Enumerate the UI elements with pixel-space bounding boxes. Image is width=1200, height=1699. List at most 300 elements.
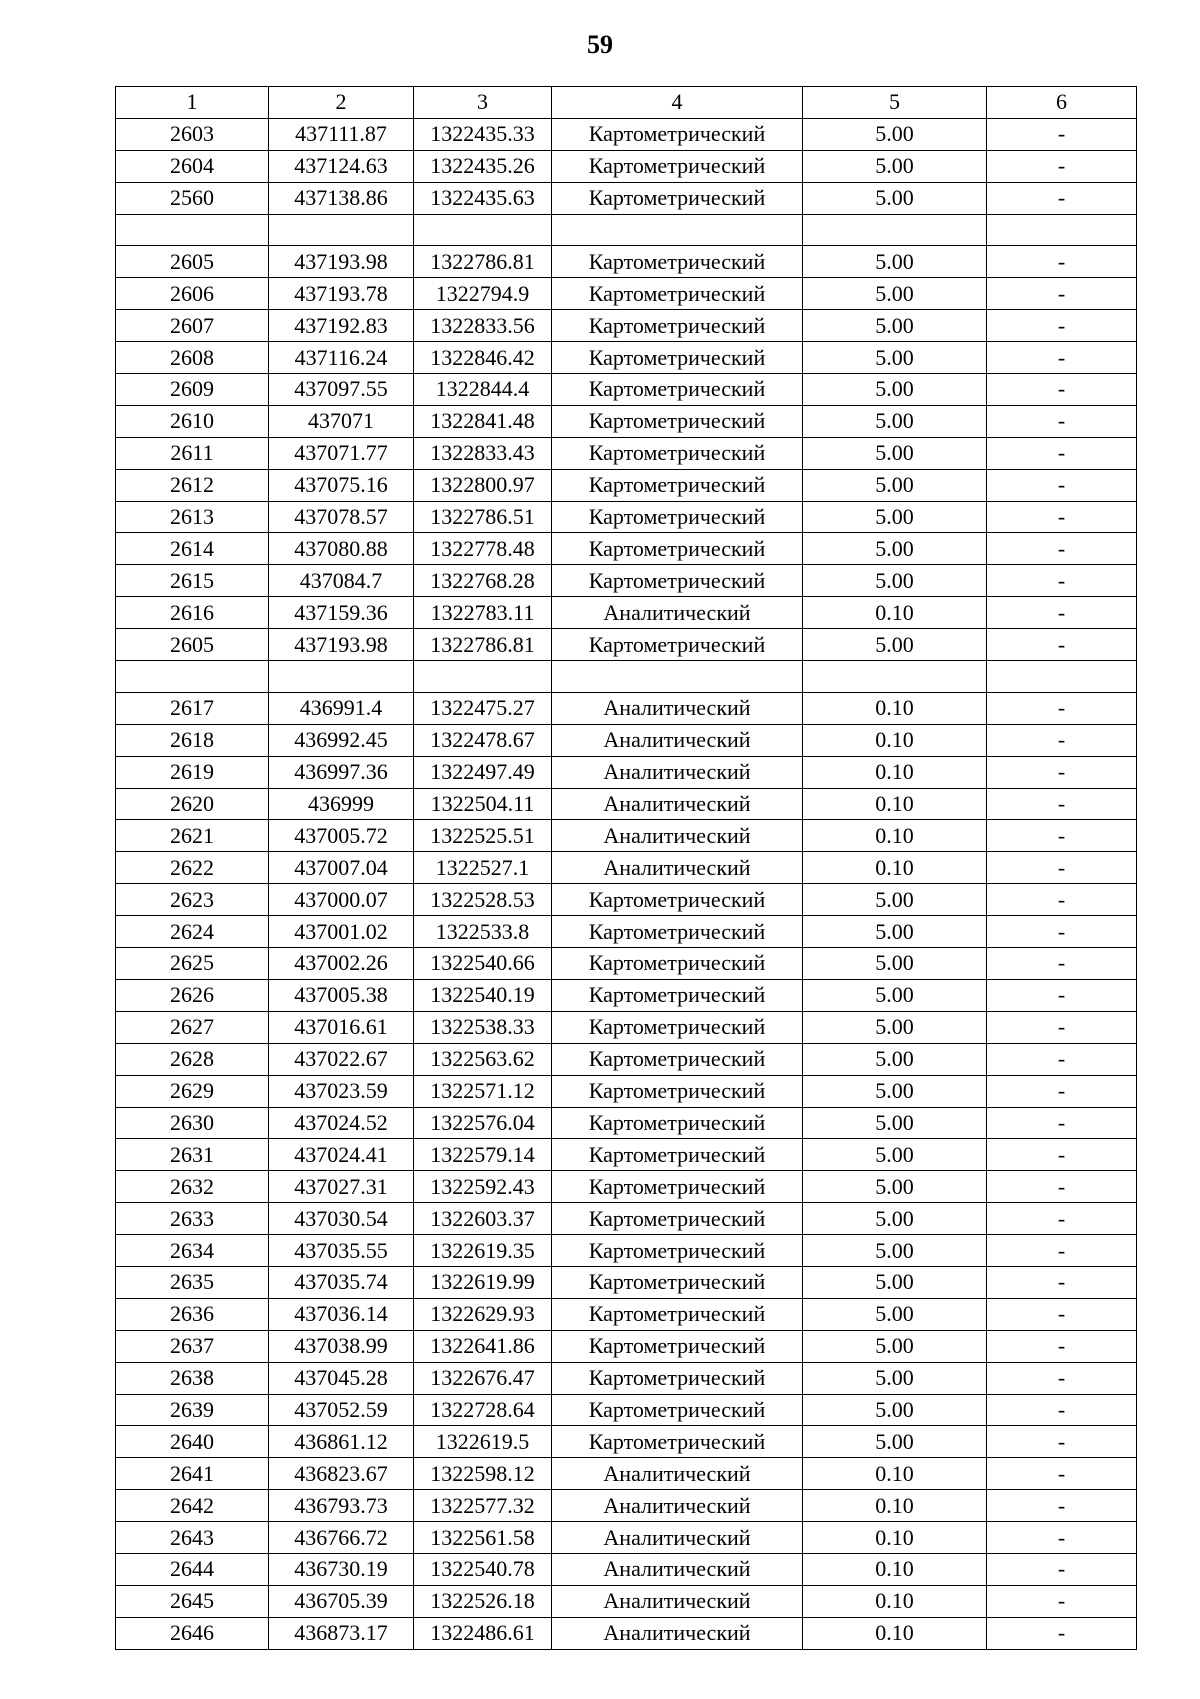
- cell-x-coordinate: 437080.88: [269, 533, 414, 565]
- cell-note: -: [987, 1011, 1137, 1043]
- cell-x-coordinate: 437111.87: [269, 118, 414, 150]
- table-row: [116, 1043, 1137, 1075]
- table-row: [116, 820, 1137, 852]
- cell-accuracy: 5.00: [803, 469, 987, 501]
- cell-point-number: 2611: [116, 437, 269, 469]
- cell-x-coordinate: 437027.31: [269, 1171, 414, 1203]
- cell-note: -: [987, 1139, 1137, 1171]
- cell-method: Аналитический: [552, 1522, 803, 1554]
- cell-note: -: [987, 405, 1137, 437]
- cell-accuracy: 0.10: [803, 1585, 987, 1617]
- cell-y-coordinate: 1322533.8: [414, 916, 552, 948]
- cell-accuracy: 0.10: [803, 852, 987, 884]
- cell-note: -: [987, 820, 1137, 852]
- cell-accuracy: 0.10: [803, 692, 987, 724]
- header-cell-5: 5: [803, 87, 987, 119]
- cell-method: Картометрический: [552, 246, 803, 278]
- cell-method: Картометрический: [552, 1235, 803, 1267]
- table-row: [116, 1266, 1137, 1298]
- cell-accuracy: 0.10: [803, 724, 987, 756]
- cell-point-number: 2625: [116, 948, 269, 980]
- cell-point-number: 2633: [116, 1203, 269, 1235]
- cell-accuracy: 5.00: [803, 1043, 987, 1075]
- table-row: [116, 1203, 1137, 1235]
- cell-method: Аналитический: [552, 1585, 803, 1617]
- cell-method: Картометрический: [552, 405, 803, 437]
- cell-y-coordinate: 1322475.27: [414, 692, 552, 724]
- cell-x-coordinate: 437023.59: [269, 1075, 414, 1107]
- cell-method: Аналитический: [552, 756, 803, 788]
- cell-method: Картометрический: [552, 1011, 803, 1043]
- cell-accuracy: 5.00: [803, 374, 987, 406]
- cell-y-coordinate: 1322579.14: [414, 1139, 552, 1171]
- cell-y-coordinate: [414, 661, 552, 693]
- cell-y-coordinate: 1322619.5: [414, 1426, 552, 1458]
- cell-accuracy: 0.10: [803, 1522, 987, 1554]
- cell-point-number: 2634: [116, 1235, 269, 1267]
- cell-point-number: 2624: [116, 916, 269, 948]
- table-row: [116, 1617, 1137, 1649]
- cell-note: -: [987, 501, 1137, 533]
- cell-accuracy: [803, 661, 987, 693]
- cell-point-number: 2616: [116, 597, 269, 629]
- cell-y-coordinate: 1322641.86: [414, 1330, 552, 1362]
- table-row: [116, 150, 1137, 182]
- cell-note: -: [987, 1585, 1137, 1617]
- cell-accuracy: 5.00: [803, 150, 987, 182]
- table-row: [116, 597, 1137, 629]
- cell-point-number: 2619: [116, 756, 269, 788]
- cell-method: Картометрический: [552, 374, 803, 406]
- cell-x-coordinate: 437002.26: [269, 948, 414, 980]
- cell-x-coordinate: 436861.12: [269, 1426, 414, 1458]
- cell-accuracy: 5.00: [803, 182, 987, 214]
- cell-note: -: [987, 852, 1137, 884]
- cell-note: -: [987, 629, 1137, 661]
- cell-y-coordinate: 1322538.33: [414, 1011, 552, 1043]
- cell-point-number: 2614: [116, 533, 269, 565]
- cell-point-number: 2617: [116, 692, 269, 724]
- cell-y-coordinate: 1322561.58: [414, 1522, 552, 1554]
- cell-point-number: 2629: [116, 1075, 269, 1107]
- cell-method: Аналитический: [552, 1617, 803, 1649]
- cell-method: Аналитический: [552, 820, 803, 852]
- cell-accuracy: 5.00: [803, 565, 987, 597]
- cell-accuracy: 0.10: [803, 1490, 987, 1522]
- cell-note: -: [987, 565, 1137, 597]
- header-cell-6: 6: [987, 87, 1137, 119]
- cell-x-coordinate: 437159.36: [269, 597, 414, 629]
- cell-y-coordinate: 1322478.67: [414, 724, 552, 756]
- cell-note: -: [987, 182, 1137, 214]
- cell-accuracy: 0.10: [803, 788, 987, 820]
- cell-x-coordinate: 437052.59: [269, 1394, 414, 1426]
- table-row: [116, 1585, 1137, 1617]
- cell-x-coordinate: 436766.72: [269, 1522, 414, 1554]
- cell-note: -: [987, 916, 1137, 948]
- cell-y-coordinate: 1322786.81: [414, 246, 552, 278]
- cell-note: -: [987, 1362, 1137, 1394]
- cell-method: Аналитический: [552, 724, 803, 756]
- cell-note: -: [987, 1043, 1137, 1075]
- cell-x-coordinate: 436991.4: [269, 692, 414, 724]
- cell-y-coordinate: 1322576.04: [414, 1107, 552, 1139]
- cell-note: -: [987, 597, 1137, 629]
- cell-y-coordinate: 1322844.4: [414, 374, 552, 406]
- header-row: [116, 87, 1137, 119]
- cell-method: Картометрический: [552, 916, 803, 948]
- table-row: [116, 437, 1137, 469]
- cell-x-coordinate: 437007.04: [269, 852, 414, 884]
- cell-accuracy: 5.00: [803, 1235, 987, 1267]
- cell-note: -: [987, 150, 1137, 182]
- table-row: [116, 1553, 1137, 1585]
- cell-method: Картометрический: [552, 565, 803, 597]
- cell-y-coordinate: 1322676.47: [414, 1362, 552, 1394]
- table-row: [116, 374, 1137, 406]
- cell-accuracy: 5.00: [803, 1394, 987, 1426]
- table-row: [116, 533, 1137, 565]
- cell-x-coordinate: 437036.14: [269, 1298, 414, 1330]
- cell-method: Картометрический: [552, 1139, 803, 1171]
- cell-method: Картометрический: [552, 1075, 803, 1107]
- table-row: [116, 692, 1137, 724]
- cell-point-number: 2642: [116, 1490, 269, 1522]
- cell-method: Картометрический: [552, 1043, 803, 1075]
- header-cell-4: 4: [552, 87, 803, 119]
- cell-point-number: 2644: [116, 1553, 269, 1585]
- cell-point-number: 2630: [116, 1107, 269, 1139]
- cell-method: Картометрический: [552, 884, 803, 916]
- cell-x-coordinate: 437192.83: [269, 310, 414, 342]
- cell-point-number: 2609: [116, 374, 269, 406]
- cell-y-coordinate: 1322728.64: [414, 1394, 552, 1426]
- cell-point-number: 2560: [116, 182, 269, 214]
- cell-y-coordinate: 1322619.99: [414, 1266, 552, 1298]
- cell-accuracy: 0.10: [803, 1458, 987, 1490]
- cell-x-coordinate: 437193.98: [269, 246, 414, 278]
- cell-point-number: 2626: [116, 979, 269, 1011]
- table-row: [116, 1171, 1137, 1203]
- cell-method: Картометрический: [552, 310, 803, 342]
- header-cell-1: 1: [116, 87, 269, 119]
- cell-method: Картометрический: [552, 948, 803, 980]
- table-row: [116, 342, 1137, 374]
- table-row: [116, 948, 1137, 980]
- cell-x-coordinate: 437035.55: [269, 1235, 414, 1267]
- cell-y-coordinate: 1322497.49: [414, 756, 552, 788]
- cell-x-coordinate: 437193.78: [269, 278, 414, 310]
- cell-note: -: [987, 1235, 1137, 1267]
- cell-method: Картометрический: [552, 629, 803, 661]
- table-row: [116, 1458, 1137, 1490]
- cell-point-number: 2610: [116, 405, 269, 437]
- table-row: [116, 501, 1137, 533]
- cell-note: -: [987, 1171, 1137, 1203]
- cell-y-coordinate: [414, 214, 552, 246]
- cell-x-coordinate: 437078.57: [269, 501, 414, 533]
- table-header: [116, 87, 1137, 119]
- cell-point-number: 2623: [116, 884, 269, 916]
- table-row: [116, 979, 1137, 1011]
- cell-note: -: [987, 310, 1137, 342]
- table-row: [116, 1075, 1137, 1107]
- cell-x-coordinate: 437045.28: [269, 1362, 414, 1394]
- cell-method: Аналитический: [552, 852, 803, 884]
- table-row: [116, 1522, 1137, 1554]
- cell-note: -: [987, 246, 1137, 278]
- cell-method: Картометрический: [552, 1298, 803, 1330]
- cell-point-number: 2608: [116, 342, 269, 374]
- cell-x-coordinate: 437035.74: [269, 1266, 414, 1298]
- cell-y-coordinate: 1322603.37: [414, 1203, 552, 1235]
- cell-point-number: 2618: [116, 724, 269, 756]
- cell-y-coordinate: 1322768.28: [414, 565, 552, 597]
- cell-y-coordinate: 1322841.48: [414, 405, 552, 437]
- cell-x-coordinate: 437038.99: [269, 1330, 414, 1362]
- cell-point-number: 2638: [116, 1362, 269, 1394]
- cell-note: -: [987, 1203, 1137, 1235]
- cell-x-coordinate: 437084.7: [269, 565, 414, 597]
- cell-x-coordinate: 437116.24: [269, 342, 414, 374]
- table-row: [116, 756, 1137, 788]
- cell-method: Аналитический: [552, 597, 803, 629]
- cell-accuracy: 5.00: [803, 884, 987, 916]
- cell-point-number: 2628: [116, 1043, 269, 1075]
- cell-accuracy: 5.00: [803, 629, 987, 661]
- cell-y-coordinate: 1322577.32: [414, 1490, 552, 1522]
- cell-method: [552, 214, 803, 246]
- cell-note: -: [987, 1330, 1137, 1362]
- cell-note: -: [987, 374, 1137, 406]
- cell-note: [987, 214, 1137, 246]
- cell-y-coordinate: 1322786.81: [414, 629, 552, 661]
- page-number: 59: [587, 30, 613, 59]
- cell-note: -: [987, 948, 1137, 980]
- cell-accuracy: 5.00: [803, 1298, 987, 1330]
- cell-accuracy: 5.00: [803, 1266, 987, 1298]
- cell-method: Картометрический: [552, 979, 803, 1011]
- cell-accuracy: 5.00: [803, 1011, 987, 1043]
- cell-y-coordinate: 1322833.56: [414, 310, 552, 342]
- cell-note: -: [987, 437, 1137, 469]
- header-cell-3: 3: [414, 87, 552, 119]
- cell-note: -: [987, 1458, 1137, 1490]
- cell-accuracy: 5.00: [803, 437, 987, 469]
- cell-accuracy: 5.00: [803, 246, 987, 278]
- cell-method: Картометрический: [552, 150, 803, 182]
- cell-point-number: 2637: [116, 1330, 269, 1362]
- cell-point-number: 2636: [116, 1298, 269, 1330]
- cell-point-number: 2635: [116, 1266, 269, 1298]
- cell-x-coordinate: 437005.72: [269, 820, 414, 852]
- cell-point-number: 2640: [116, 1426, 269, 1458]
- cell-x-coordinate: 437071: [269, 405, 414, 437]
- cell-accuracy: 5.00: [803, 501, 987, 533]
- cell-note: -: [987, 1266, 1137, 1298]
- table-row: [116, 1426, 1137, 1458]
- table-row: [116, 724, 1137, 756]
- cell-note: -: [987, 1490, 1137, 1522]
- cell-accuracy: 5.00: [803, 948, 987, 980]
- cell-method: Картометрический: [552, 1330, 803, 1362]
- cell-point-number: 2612: [116, 469, 269, 501]
- table-row: [116, 1011, 1137, 1043]
- cell-method: Аналитический: [552, 1458, 803, 1490]
- cell-accuracy: 0.10: [803, 597, 987, 629]
- cell-x-coordinate: 436793.73: [269, 1490, 414, 1522]
- cell-note: -: [987, 692, 1137, 724]
- cell-y-coordinate: 1322435.26: [414, 150, 552, 182]
- cell-note: -: [987, 884, 1137, 916]
- table-row: [116, 916, 1137, 948]
- cell-accuracy: 5.00: [803, 278, 987, 310]
- cell-note: -: [987, 979, 1137, 1011]
- cell-point-number: 2627: [116, 1011, 269, 1043]
- cell-point-number: 2622: [116, 852, 269, 884]
- cell-accuracy: 5.00: [803, 1139, 987, 1171]
- cell-y-coordinate: 1322783.11: [414, 597, 552, 629]
- cell-x-coordinate: 436992.45: [269, 724, 414, 756]
- cell-point-number: [116, 214, 269, 246]
- table-row: [116, 310, 1137, 342]
- table-row: [116, 1235, 1137, 1267]
- cell-point-number: 2605: [116, 246, 269, 278]
- cell-accuracy: 5.00: [803, 979, 987, 1011]
- cell-y-coordinate: 1322598.12: [414, 1458, 552, 1490]
- cell-y-coordinate: 1322833.43: [414, 437, 552, 469]
- table-row: [116, 278, 1137, 310]
- cell-note: -: [987, 1075, 1137, 1107]
- cell-point-number: 2639: [116, 1394, 269, 1426]
- table-row: [116, 852, 1137, 884]
- cell-y-coordinate: 1322486.61: [414, 1617, 552, 1649]
- cell-y-coordinate: 1322846.42: [414, 342, 552, 374]
- cell-method: [552, 661, 803, 693]
- cell-x-coordinate: 437030.54: [269, 1203, 414, 1235]
- cell-note: -: [987, 1553, 1137, 1585]
- cell-accuracy: 5.00: [803, 310, 987, 342]
- cell-note: -: [987, 278, 1137, 310]
- table-row: [116, 1330, 1137, 1362]
- cell-method: Аналитический: [552, 1553, 803, 1585]
- table-row: [116, 1490, 1137, 1522]
- cell-method: Аналитический: [552, 788, 803, 820]
- cell-method: Картометрический: [552, 501, 803, 533]
- cell-note: [987, 661, 1137, 693]
- cell-method: Картометрический: [552, 1426, 803, 1458]
- cell-point-number: 2613: [116, 501, 269, 533]
- cell-x-coordinate: 437001.02: [269, 916, 414, 948]
- cell-x-coordinate: [269, 661, 414, 693]
- cell-accuracy: 0.10: [803, 820, 987, 852]
- cell-note: -: [987, 724, 1137, 756]
- cell-method: Картометрический: [552, 278, 803, 310]
- cell-point-number: 2604: [116, 150, 269, 182]
- coordinates-table: [115, 86, 1137, 1650]
- cell-point-number: 2631: [116, 1139, 269, 1171]
- cell-y-coordinate: 1322504.11: [414, 788, 552, 820]
- cell-method: Картометрический: [552, 533, 803, 565]
- cell-accuracy: 5.00: [803, 1203, 987, 1235]
- cell-method: Аналитический: [552, 692, 803, 724]
- table-row: [116, 405, 1137, 437]
- cell-method: Картометрический: [552, 342, 803, 374]
- cell-point-number: 2615: [116, 565, 269, 597]
- cell-y-coordinate: 1322526.18: [414, 1585, 552, 1617]
- cell-y-coordinate: 1322571.12: [414, 1075, 552, 1107]
- cell-x-coordinate: 436997.36: [269, 756, 414, 788]
- cell-method: Картометрический: [552, 1171, 803, 1203]
- cell-point-number: 2621: [116, 820, 269, 852]
- cell-point-number: 2605: [116, 629, 269, 661]
- cell-accuracy: 5.00: [803, 342, 987, 374]
- cell-note: -: [987, 533, 1137, 565]
- cell-x-coordinate: 437193.98: [269, 629, 414, 661]
- cell-x-coordinate: 437016.61: [269, 1011, 414, 1043]
- cell-accuracy: 5.00: [803, 118, 987, 150]
- cell-y-coordinate: 1322525.51: [414, 820, 552, 852]
- cell-x-coordinate: 437024.52: [269, 1107, 414, 1139]
- header-cell-2: 2: [269, 87, 414, 119]
- cell-x-coordinate: 436999: [269, 788, 414, 820]
- cell-note: -: [987, 1617, 1137, 1649]
- cell-method: Картометрический: [552, 437, 803, 469]
- table-row: [116, 214, 1137, 246]
- table-row: [116, 1362, 1137, 1394]
- cell-y-coordinate: 1322794.9: [414, 278, 552, 310]
- cell-method: Аналитический: [552, 1490, 803, 1522]
- cell-y-coordinate: 1322619.35: [414, 1235, 552, 1267]
- table-row: [116, 884, 1137, 916]
- cell-method: Картометрический: [552, 1266, 803, 1298]
- cell-accuracy: 5.00: [803, 405, 987, 437]
- cell-x-coordinate: [269, 214, 414, 246]
- cell-point-number: [116, 661, 269, 693]
- cell-x-coordinate: 436730.19: [269, 1553, 414, 1585]
- cell-method: Картометрический: [552, 118, 803, 150]
- table-row: [116, 565, 1137, 597]
- cell-y-coordinate: 1322540.19: [414, 979, 552, 1011]
- table-row: [116, 629, 1137, 661]
- cell-note: -: [987, 1426, 1137, 1458]
- cell-point-number: 2645: [116, 1585, 269, 1617]
- cell-accuracy: 0.10: [803, 756, 987, 788]
- cell-accuracy: 5.00: [803, 916, 987, 948]
- cell-note: -: [987, 788, 1137, 820]
- cell-point-number: 2607: [116, 310, 269, 342]
- cell-point-number: 2643: [116, 1522, 269, 1554]
- cell-y-coordinate: 1322435.63: [414, 182, 552, 214]
- cell-accuracy: 0.10: [803, 1617, 987, 1649]
- table-row: [116, 788, 1137, 820]
- cell-method: Картометрический: [552, 1362, 803, 1394]
- cell-y-coordinate: 1322800.97: [414, 469, 552, 501]
- table-body: [116, 118, 1137, 1649]
- table-row: [116, 182, 1137, 214]
- cell-x-coordinate: 437097.55: [269, 374, 414, 406]
- cell-x-coordinate: 436873.17: [269, 1617, 414, 1649]
- cell-point-number: 2603: [116, 118, 269, 150]
- cell-accuracy: 5.00: [803, 1171, 987, 1203]
- table-row: [116, 1394, 1137, 1426]
- cell-point-number: 2620: [116, 788, 269, 820]
- cell-x-coordinate: 437000.07: [269, 884, 414, 916]
- cell-x-coordinate: 437071.77: [269, 437, 414, 469]
- cell-accuracy: 5.00: [803, 1075, 987, 1107]
- cell-point-number: 2632: [116, 1171, 269, 1203]
- cell-x-coordinate: 437024.41: [269, 1139, 414, 1171]
